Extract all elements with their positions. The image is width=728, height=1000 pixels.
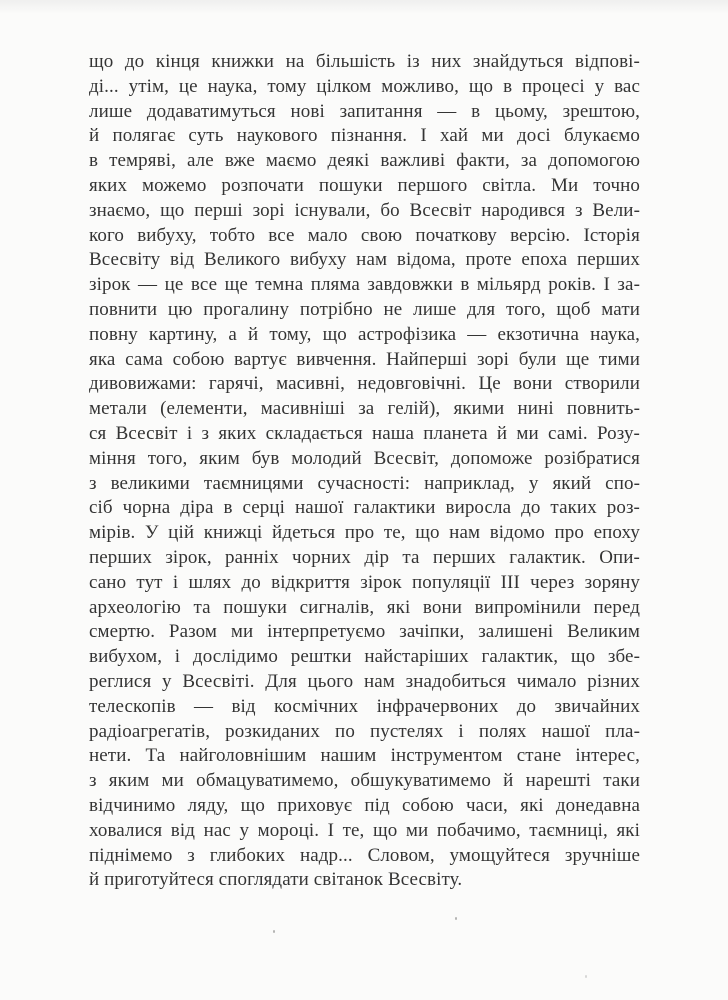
scan-speck [455, 917, 457, 920]
text-line: археологію та пошуки сигналів, які вони випромінили перед [89, 596, 640, 618]
text-line: знаємо, що перші зорі існували, бо Всесвіт народився з Вели- [89, 199, 640, 221]
text-line: перших зірок, ранніх чорних дір та перших галактик. Опи- [89, 546, 640, 568]
text-line: ся Всесвіт і з яких складається наша планета й ми самі. Розу- [89, 422, 640, 444]
text-line: зірок — це все ще темна пляма завдовжки в мільярд років. І за- [89, 274, 640, 296]
text-line: з яким ми обмацуватимемо, обшукуватимемо й нарешті таки [89, 770, 640, 792]
text-line: з великими таємницями сучасності: наприклад, у який спо- [89, 472, 640, 494]
scan-speck [273, 930, 275, 933]
text-line: мірів. У цій книжці йдеться про те, що нам відомо про епоху [89, 522, 640, 544]
text-line: вибухом, і дослідимо рештки найстаріших галактик, що збе- [89, 646, 640, 668]
text-line: метали (елементи, масивніші за гелій), якими нині повнить- [89, 398, 640, 420]
text-line: й полягає суть наукового пізнання. І хай ми досі блукаємо [89, 125, 640, 147]
text-line: сіб чорна діра в серці нашої галактики виросла до таких роз- [89, 497, 640, 519]
text-line: реглися у Всесвіті. Для цього нам знадобиться чимало різних [89, 670, 640, 692]
text-line: кого вибуху, тобто все мало свою початкову версію. Історія [89, 224, 640, 246]
text-line: смертю. Разом ми інтерпретуємо зачіпки, залишені Великим [89, 621, 640, 643]
text-line: ховалися від нас у мороці. І те, що ми побачимо, таємниці, які [89, 819, 640, 841]
text-line: повнити цю прогалину потрібно не лише для того, щоб мати [89, 298, 640, 320]
text-line: яка сама собою вартує вивчення. Найперші зорі були ще тими [89, 348, 640, 370]
text-line: в темряві, але вже маємо деякі важливі факти, за допомогою [89, 150, 640, 172]
text-line: й приготуйтеся споглядати світанок Всесвіту. [89, 869, 463, 891]
text-line: Всесвіту від Великого вибуху нам відома, проте епоха перших [89, 249, 640, 271]
text-line: дивовижами: гарячі, масивні, недовговічні. Це вони створили [89, 373, 640, 395]
text-line: відчинимо ляду, що приховує під собою часи, які донедавна [89, 794, 640, 816]
paragraph [89, 50, 640, 893]
text-line: повну картину, а й тому, що астрофізика — екзотична наука, [89, 323, 640, 345]
text-line: піднімемо з глибоких надр... Словом, умощуйтеся зручніше [89, 844, 640, 866]
text-line: нети. Та найголовнішим нашим інструментом стане інтерес, [89, 745, 640, 767]
text-line: телескопів — від космічних інфрачервоних до звичайних [89, 695, 640, 717]
text-line: радіоагрегатів, розкиданих по пустелях і полях нашої пла- [89, 720, 640, 742]
text-line: яких можемо розпочати пошуки першого світла. Ми точно [89, 174, 640, 196]
text-line: що до кінця книжки на більшість із них знайдуться відпові- [89, 51, 640, 72]
text-line: сано тут і шлях до відкриття зірок популяції III через зоряну [89, 571, 640, 593]
text-line: лише додаватимуться нові запитання — в цьому, зрештою, [89, 100, 640, 122]
text-line: міння того, яким був молодий Всесвіт, допоможе розібратися [89, 447, 640, 469]
text-line: ді... утім, це наука, тому цілком можливо, що в процесі у вас [89, 75, 640, 97]
scan-speck [585, 975, 587, 978]
